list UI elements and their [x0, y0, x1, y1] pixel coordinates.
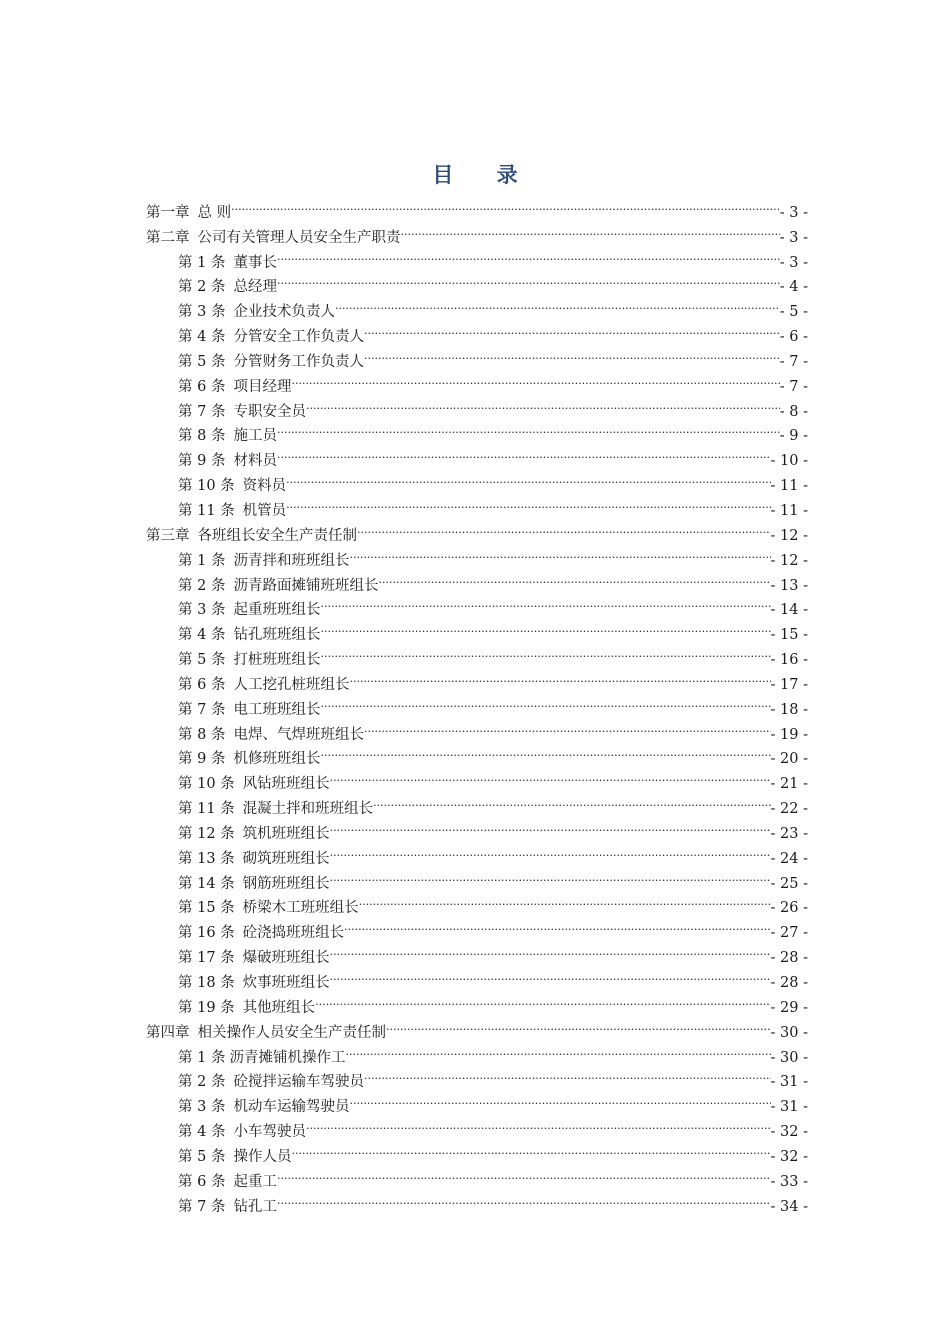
toc-entry-number: 第 2 条	[178, 279, 226, 296]
toc-entry-title: 操作人员	[233, 1148, 292, 1165]
toc-page-number: - 17 -	[770, 676, 808, 693]
toc-dot-leader	[349, 540, 770, 565]
toc-page-number: - 21 -	[770, 776, 808, 793]
toc-entry-title: 沥青路面摊铺班班组长	[233, 577, 379, 594]
toc-page-number: - 27 -	[770, 925, 808, 942]
toc-dot-leader	[306, 391, 780, 416]
toc-entry-title: 董事长	[233, 254, 277, 271]
toc-page-number: - 26 -	[770, 900, 808, 917]
toc-entry-title: 钻孔班班组长	[233, 627, 321, 644]
toc-entry-number: 第 5 条	[178, 1148, 226, 1165]
toc-page-number: - 3 -	[779, 229, 808, 246]
toc-dot-leader	[344, 912, 770, 937]
toc-dot-leader	[320, 639, 770, 664]
toc-page-number: - 32 -	[770, 1124, 808, 1141]
toc-page-number: - 30 -	[770, 1024, 808, 1041]
toc-entry-number: 第 4 条	[178, 627, 226, 644]
toc-entry-number: 第 8 条	[178, 726, 226, 743]
toc-entry-number: 第 8 条	[178, 428, 226, 445]
toc-entry-title: 材料员	[233, 453, 277, 470]
toc-entry-title: 人工挖孔桩班组长	[233, 676, 350, 693]
toc-dot-leader	[330, 863, 771, 888]
toc-entry-number: 第 10 条	[178, 478, 235, 495]
toc-dot-leader	[291, 1136, 770, 1161]
toc-entry-title: 施工员	[233, 428, 277, 445]
toc-page-number: - 32 -	[770, 1148, 808, 1165]
toc-entry-title: 机修班班组长	[233, 751, 321, 768]
toc-entry-number: 第二章	[146, 229, 190, 246]
toc-entry-title: 机动车运输驾驶员	[233, 1099, 350, 1116]
toc-entry-number: 第 15 条	[178, 900, 235, 917]
toc-page-number: - 33 -	[770, 1173, 808, 1190]
toc-page-number: - 34 -	[770, 1198, 808, 1215]
toc-page-number: - 11 -	[770, 502, 808, 519]
toc-entry-number: 第一章	[146, 204, 190, 221]
toc-dot-leader	[320, 590, 770, 615]
toc-dot-leader	[277, 440, 771, 465]
toc-page-number: - 10 -	[770, 453, 808, 470]
toc-page-number: - 13 -	[770, 577, 808, 594]
toc-page-number: - 3 -	[779, 204, 808, 221]
toc-entry-title: 电工班班组长	[233, 701, 321, 718]
toc-entry-title: 炊事班班组长	[242, 975, 330, 991]
toc-dot-leader	[364, 1062, 771, 1087]
toc-dot-leader	[330, 962, 771, 987]
toc-page-number: - 25 -	[770, 875, 808, 892]
toc-entry-number: 第 14 条	[178, 875, 235, 892]
toc-entry-title: 机管员	[242, 502, 287, 519]
toc-dot-leader	[330, 838, 771, 863]
toc-page-number: - 5 -	[779, 304, 808, 321]
toc-entry-number: 第 5 条	[178, 652, 226, 669]
toc-entry-number: 第 19 条	[178, 999, 235, 1016]
toc-page-number: - 4 -	[779, 279, 808, 296]
toc-entry-number: 第 9 条	[178, 453, 226, 470]
toc-entry-title: 电焊、气焊班班组长	[233, 726, 364, 743]
toc-entry-title: 分管安全工作负责人	[233, 329, 364, 346]
toc-dot-leader	[364, 714, 771, 739]
toc-page-number: - 31 -	[770, 1099, 808, 1116]
toc-entry-title: 钻孔工	[233, 1198, 277, 1215]
toc-entry-title: 混凝土拌和班班组长	[242, 801, 374, 818]
toc-dot-leader	[349, 664, 770, 689]
toc-entry-number: 第 5 条	[178, 353, 226, 370]
toc-entry-title: 砼搅拌运输车驾驶员	[233, 1074, 364, 1091]
toc-entry-number: 第 12 条	[178, 825, 235, 842]
toc-entry-title: 总 则	[197, 204, 232, 221]
toc-dot-leader	[345, 1037, 770, 1062]
toc-entry-number: 第 2 条	[178, 577, 226, 594]
toc-entry-number: 第 1 条	[178, 254, 226, 271]
toc-entry-title: 相关操作人员安全生产责任制	[197, 1024, 386, 1041]
toc-page-number: - 20 -	[770, 751, 808, 768]
toc-entry-number: 第 3 条	[178, 1099, 226, 1116]
toc-dot-leader	[373, 788, 770, 813]
toc-entry-title: 桥梁木工班班组长	[242, 900, 359, 917]
toc-dot-leader	[320, 739, 770, 764]
toc-entry-title: 爆破班班组长	[242, 950, 330, 967]
toc-entry-number: 第 7 条	[178, 1198, 226, 1215]
toc-dot-leader	[277, 416, 780, 441]
toc-entry-title: 沥青拌和班班组长	[233, 552, 350, 569]
toc-page-number: - 14 -	[770, 602, 808, 619]
toc-page-number: - 9 -	[779, 428, 808, 445]
toc-page-number: - 22 -	[770, 801, 808, 818]
toc-entry-title: 钢筋班班组长	[242, 875, 330, 892]
toc-dot-leader	[320, 614, 770, 639]
toc-entry-number: 第 3 条	[178, 304, 226, 321]
toc-entry-number: 第 1 条	[178, 552, 226, 569]
toc-dot-leader	[330, 813, 771, 838]
toc-entry-number: 第 13 条	[178, 850, 235, 867]
toc-dot-leader	[277, 1161, 771, 1186]
toc-entry-title: 公司有关管理人员安全生产职责	[197, 229, 401, 246]
toc-page-number: - 24 -	[770, 850, 808, 867]
toc-page-number: - 15 -	[770, 627, 808, 644]
toc-entry-title: 总经理	[233, 279, 277, 296]
toc-page-number: - 6 -	[779, 329, 808, 346]
toc-page-number: - 18 -	[770, 701, 808, 718]
toc-dot-leader	[335, 291, 780, 316]
toc-dot-leader	[286, 465, 770, 490]
toc-dot-leader	[378, 565, 770, 590]
toc-page-number: - 7 -	[779, 353, 808, 370]
toc-entry-title: 风钻班班组长	[242, 776, 330, 793]
toc-entry-number: 第 6 条	[178, 676, 226, 693]
toc-page-number: - 3 -	[779, 254, 808, 271]
toc-dot-leader	[291, 366, 779, 391]
toc-entry-number: 第 17 条	[178, 950, 235, 967]
toc-entry-number: 第 9 条	[178, 751, 226, 768]
toc-entry-title: 专职安全员	[233, 403, 306, 420]
toc-dot-leader	[330, 937, 771, 962]
toc-entry-title: 沥青摊铺机操作工	[229, 1049, 346, 1066]
toc-page-number: - 29 -	[770, 999, 808, 1016]
toc-dot-leader	[330, 763, 771, 788]
toc-entry-number: 第 4 条	[178, 329, 226, 346]
toc-entry-number: 第 11 条	[178, 502, 235, 519]
toc-page-number: - 7 -	[779, 378, 808, 395]
toc-entry-number: 第三章	[146, 527, 190, 544]
toc-entry-number: 第 16 条	[178, 925, 235, 942]
toc-entry-title: 砼浇捣班班组长	[242, 925, 345, 942]
toc-entry-title: 项目经理	[233, 378, 292, 395]
toc-entry-title: 起重工	[233, 1173, 277, 1190]
toc-dot-leader	[315, 987, 770, 1012]
toc-entry-title: 企业技术负责人	[233, 304, 335, 321]
toc-entry-title: 分管财务工作负责人	[233, 353, 364, 370]
toc-entry-number: 第 6 条	[178, 378, 226, 395]
toc-entry-title: 筑机班班组长	[242, 825, 330, 842]
toc-chapter-entry[interactable]	[146, 192, 808, 221]
toc-dot-leader	[349, 1086, 770, 1111]
toc-dot-leader	[320, 689, 770, 714]
toc-page-number: - 12 -	[770, 552, 808, 569]
toc-dot-leader	[306, 1111, 771, 1136]
toc-page-number: - 16 -	[770, 652, 808, 669]
toc-page-number: - 30 -	[770, 1049, 808, 1066]
toc-entry-number: 第 6 条	[178, 1173, 226, 1190]
toc-entry-number: 第 2 条	[178, 1074, 226, 1091]
toc-dot-leader	[286, 490, 770, 515]
toc-dot-leader	[359, 888, 771, 913]
toc-page-number: - 23 -	[770, 825, 808, 842]
toc-entry-title: 资料员	[242, 478, 287, 495]
toc-page-number: - 28 -	[770, 950, 808, 967]
toc-dot-leader	[357, 515, 771, 540]
table-of-contents	[146, 192, 808, 1215]
toc-page-number: - 31 -	[770, 1074, 808, 1091]
toc-entry-number: 第 7 条	[178, 701, 226, 718]
toc-dot-leader	[277, 242, 780, 267]
toc-entry-title: 各班组长安全生产责任制	[197, 527, 357, 544]
toc-entry-number: 第 7 条	[178, 403, 226, 420]
toc-entry-number: 第 10 条	[178, 776, 235, 793]
toc-page-number: - 12 -	[770, 527, 808, 544]
toc-entry-number: 第四章	[146, 1024, 190, 1041]
toc-dot-leader	[364, 316, 780, 341]
page-title: 目 录	[432, 162, 536, 187]
toc-page-number: - 19 -	[770, 726, 808, 743]
toc-dot-leader	[277, 267, 780, 292]
toc-entry-number: 第 11 条	[178, 801, 235, 818]
toc-chapter-entry[interactable]	[146, 217, 808, 246]
toc-entry-number: 第 1 条	[178, 1049, 226, 1066]
toc-entry-title: 其他班组长	[242, 999, 316, 1016]
toc-dot-leader	[277, 1186, 771, 1211]
toc-dot-leader	[386, 1012, 771, 1037]
toc-entry-title: 打桩班班组长	[233, 652, 321, 669]
toc-page-number: - 11 -	[770, 478, 808, 495]
toc-dot-leader	[401, 217, 780, 242]
toc-entry-number: 第 18 条	[178, 975, 235, 991]
toc-entry-title: 起重班班组长	[233, 602, 321, 619]
toc-entry-number: 第 3 条	[178, 602, 226, 619]
toc-dot-leader	[231, 192, 780, 217]
toc-page-number: - 28 -	[770, 975, 808, 991]
toc-page-number: - 8 -	[779, 403, 808, 420]
toc-entry-title: 砌筑班班组长	[242, 850, 330, 867]
toc-entry-title: 小车驾驶员	[233, 1124, 306, 1141]
toc-entry-number: 第 4 条	[178, 1124, 226, 1141]
toc-dot-leader	[364, 341, 780, 366]
